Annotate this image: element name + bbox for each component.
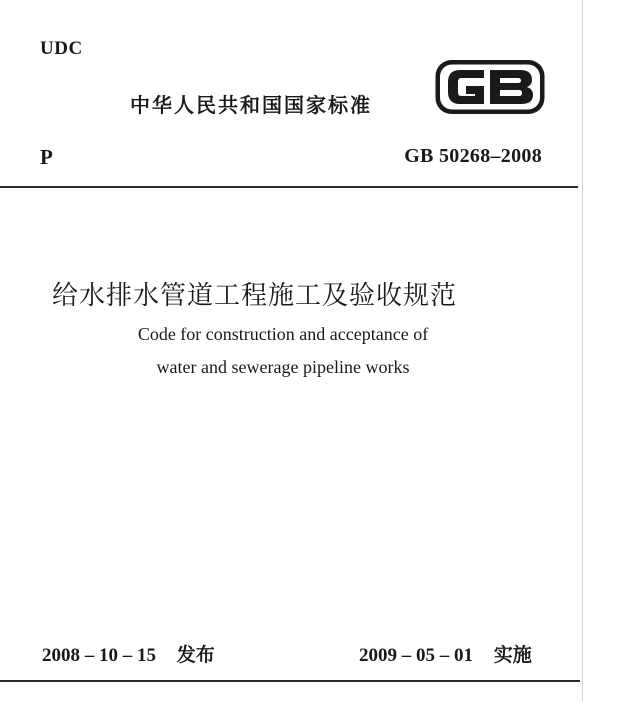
top-divider	[0, 186, 578, 188]
issue-date-block	[42, 640, 215, 667]
title-english-line-2: water and sewerage pipeline works	[156, 357, 410, 377]
issue-date: 2008 – 10 – 15	[42, 645, 156, 666]
gb-logo	[434, 58, 546, 116]
implementation-date-block	[359, 640, 532, 667]
implementation-label: 实施	[493, 644, 532, 666]
title-chinese: 给水排水管道工程施工及验收规范	[52, 281, 458, 311]
implementation-date: 2009 – 05 – 01	[359, 645, 473, 666]
title-english-line-1: Code for construction and acceptance of	[137, 324, 429, 344]
standard-number: GB 50268–2008	[404, 145, 542, 167]
bottom-divider	[0, 680, 580, 682]
national-standard-heading: 中华人民共和国国家标准	[130, 93, 372, 117]
issue-label: 发布	[176, 644, 215, 666]
page-edge	[582, 0, 583, 701]
udc-label: UDC	[40, 38, 83, 59]
classification-code: P	[40, 145, 53, 169]
